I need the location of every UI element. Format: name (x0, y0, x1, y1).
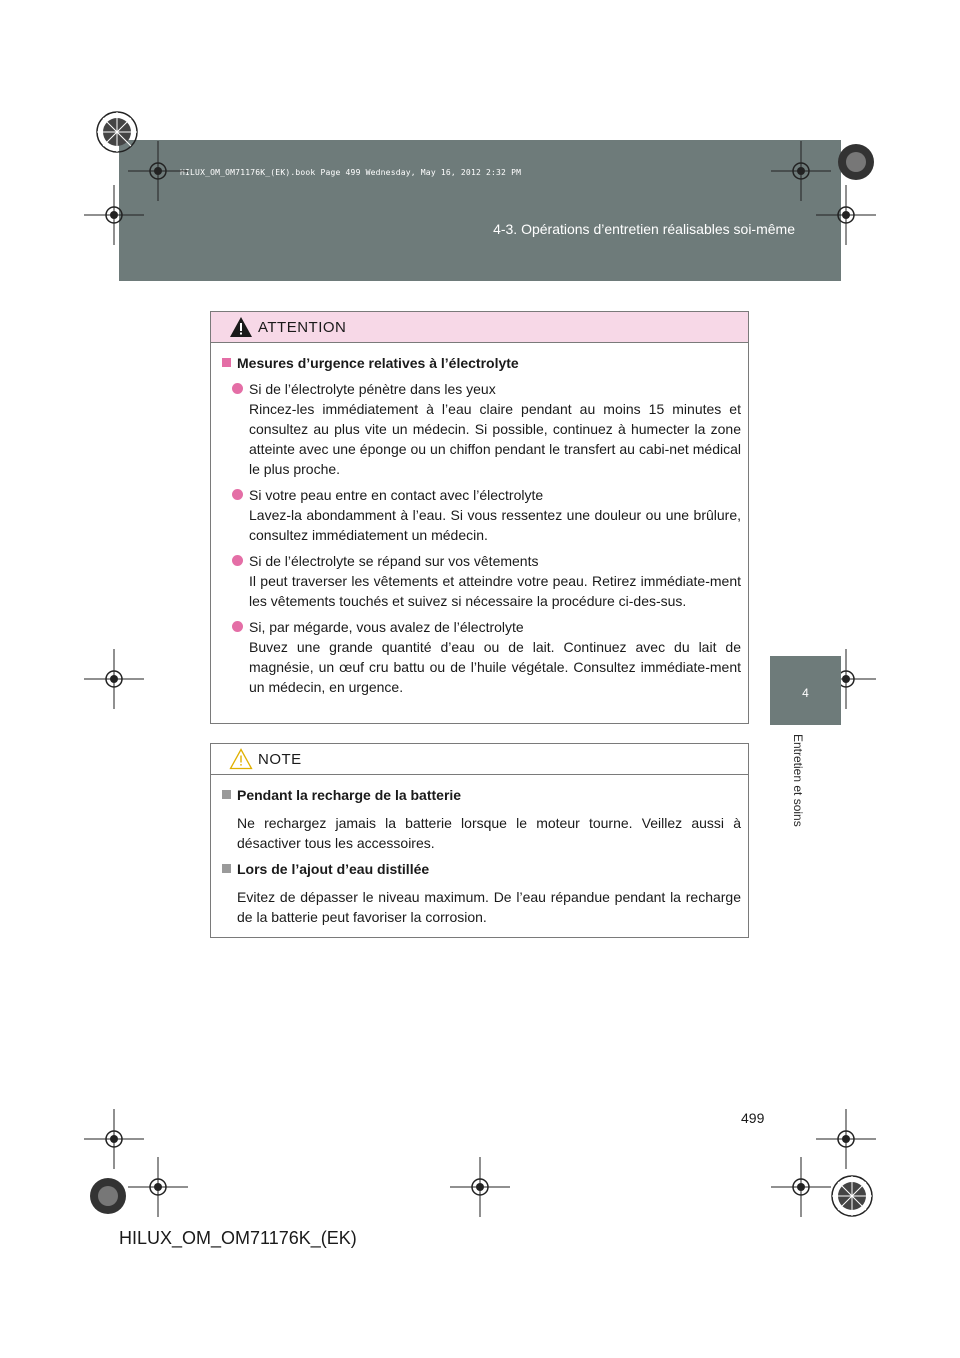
attention-item-text: Il peut traverser les vêtements et atteindre votre peau. Retirez immédiate-ment les vêtements touchés et suivez si nécessaire la procédure ci-des-sus. (249, 573, 741, 609)
round-bullet-icon (232, 621, 243, 632)
attention-item-text: Rincez-les immédiatement à l’eau claire pendant au moins 15 minutes et consultez au plus vite un médecin. Si possible, continuez à humecter la zone atteinte avec une éponge ou un chiffon pendant le transfert au cabi-net médical le plus proche. (249, 401, 741, 477)
note-title: NOTE (258, 750, 302, 768)
page-number: 499 (741, 1110, 765, 1126)
note-body (211, 775, 748, 927)
square-bullet-icon (222, 864, 231, 873)
attention-item (222, 485, 741, 545)
attention-item (222, 617, 741, 697)
attention-item-text: Lavez-la abondamment à l’eau. Si vous ressentez une douleur ou une brûlure, consultez immédiatement un médecin. (249, 507, 741, 543)
attention-header (211, 312, 748, 343)
note-topic (222, 859, 741, 879)
crosshair-icon (816, 185, 876, 245)
attention-item (222, 379, 741, 479)
attention-body (211, 343, 748, 697)
round-bullet-icon (232, 489, 243, 500)
square-bullet-icon (222, 358, 231, 367)
attention-topic (222, 353, 741, 373)
crosshair-icon (84, 649, 144, 709)
note-header (211, 744, 748, 775)
crosshair-icon (84, 185, 144, 245)
attention-item-heading: Si votre peau entre en contact avec l’électrolyte (249, 487, 544, 503)
attention-box (210, 311, 749, 724)
crosshair-icon (450, 1157, 510, 1217)
note-paragraph: Ne rechargez jamais la batterie lorsque le moteur tourne. Veillez aussi à désactiver tous les accessoires. (237, 815, 741, 851)
chapter-tab (770, 656, 841, 725)
section-title: 4-3. Opérations d’entretien réalisables soi-même (493, 221, 795, 237)
attention-item (222, 551, 741, 611)
round-bullet-icon (232, 555, 243, 566)
note-box (210, 743, 749, 938)
warning-triangle-icon (229, 316, 253, 338)
attention-item-heading: Si de l’électrolyte pénètre dans les yeux (249, 381, 496, 397)
caution-outline-triangle-icon (229, 748, 253, 770)
file-stamp: HILUX_OM_OM71176K_(EK).book Page 499 Wednesday, May 16, 2012 2:32 PM (180, 168, 522, 177)
registration-mark-icon (73, 1161, 143, 1231)
attention-topic-text: Mesures d’urgence relatives à l’électrolyte (237, 355, 519, 371)
note-topic (222, 785, 741, 805)
chapter-number: 4 (802, 686, 809, 700)
header-band (119, 140, 841, 281)
round-bullet-icon (232, 383, 243, 394)
attention-item-text: Buvez une grande quantité d’eau ou de lait. Continuez avec du lait de magnésie, un œuf cru battu ou de l’huile végétale. Consultez immédiate-ment un médecin, en urgence. (249, 639, 741, 695)
square-bullet-icon (222, 790, 231, 799)
attention-item-heading: Si de l’électrolyte se répand sur vos vêtements (249, 553, 539, 569)
attention-item-heading: Si, par mégarde, vous avalez de l’électrolyte (249, 619, 524, 635)
registration-mark-icon (817, 1161, 887, 1231)
attention-title: ATTENTION (258, 318, 347, 336)
chapter-label: Entretien et soins (791, 734, 805, 827)
note-paragraph: Evitez de dépasser le niveau maximum. De l’eau répandue pendant la recharge de la batterie peut favoriser la corrosion. (237, 889, 741, 925)
note-topic-text: Pendant la recharge de la batterie (237, 787, 462, 803)
document-code: HILUX_OM_OM71176K_(EK) (119, 1228, 357, 1248)
note-topic-text: Lors de l’ajout d’eau distillée (237, 861, 430, 877)
